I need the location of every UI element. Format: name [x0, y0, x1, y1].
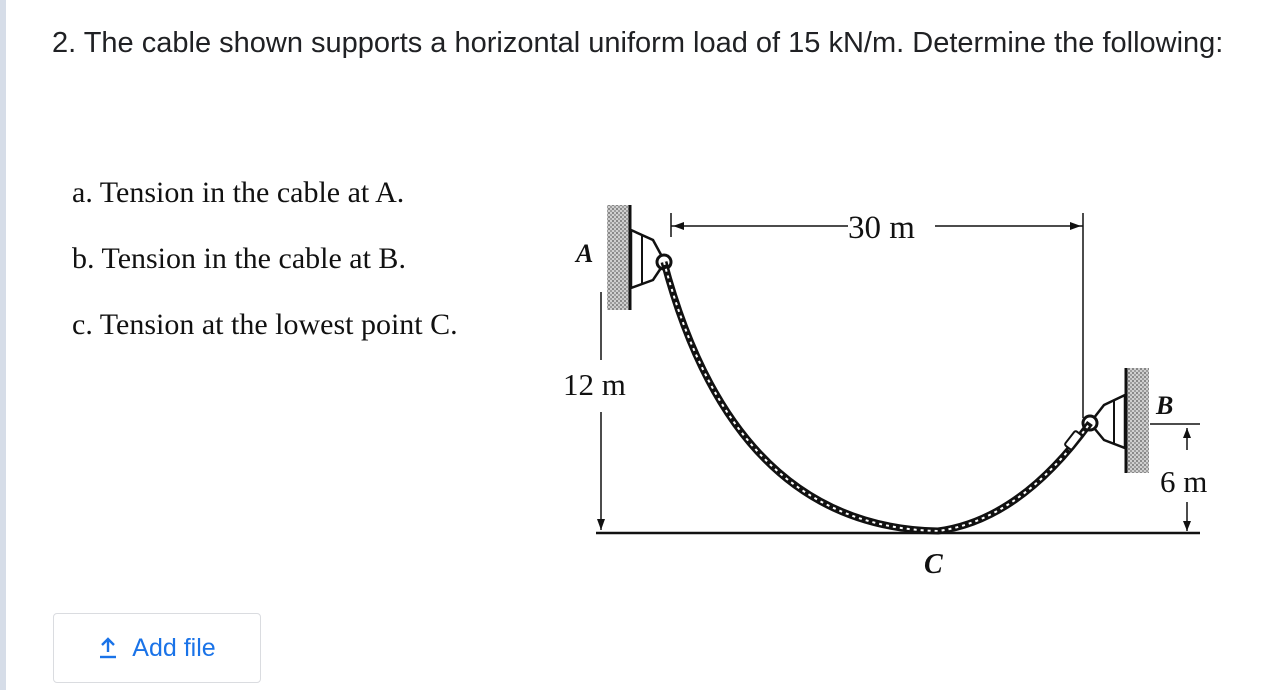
- part-a: a. Tension in the cable at A.: [72, 176, 405, 209]
- part-c: c. Tension at the lowest point C.: [72, 308, 458, 341]
- sag-a-label: 12 m: [563, 367, 626, 402]
- sag-b-arrow-bottom: [1183, 521, 1191, 531]
- span-arrow-right: [1070, 222, 1081, 230]
- wall-a: [607, 205, 629, 310]
- part-b: b. Tension in the cable at B.: [72, 242, 406, 275]
- cable: [664, 262, 1090, 531]
- sag-b-arrow-top: [1183, 428, 1191, 438]
- add-file-label: Add file: [132, 633, 216, 662]
- bracket-a: [631, 230, 671, 288]
- add-file-button[interactable]: [53, 613, 261, 683]
- question-text: 2. The cable shown supports a horizontal uniform load of 15 kN/m. Determine the following:: [52, 27, 1224, 59]
- wall-b: [1127, 368, 1149, 473]
- upload-icon: [98, 636, 118, 660]
- label-a: A: [576, 239, 594, 268]
- span-arrow-left: [673, 222, 684, 230]
- bracket-b: [1083, 395, 1125, 448]
- sag-b-label: 6 m: [1160, 464, 1208, 499]
- label-b: B: [1156, 391, 1174, 420]
- turnbuckle-b: [1064, 430, 1082, 450]
- sag-a-arrow: [597, 519, 605, 530]
- label-c: C: [924, 549, 943, 580]
- span-label: 30 m: [848, 210, 915, 246]
